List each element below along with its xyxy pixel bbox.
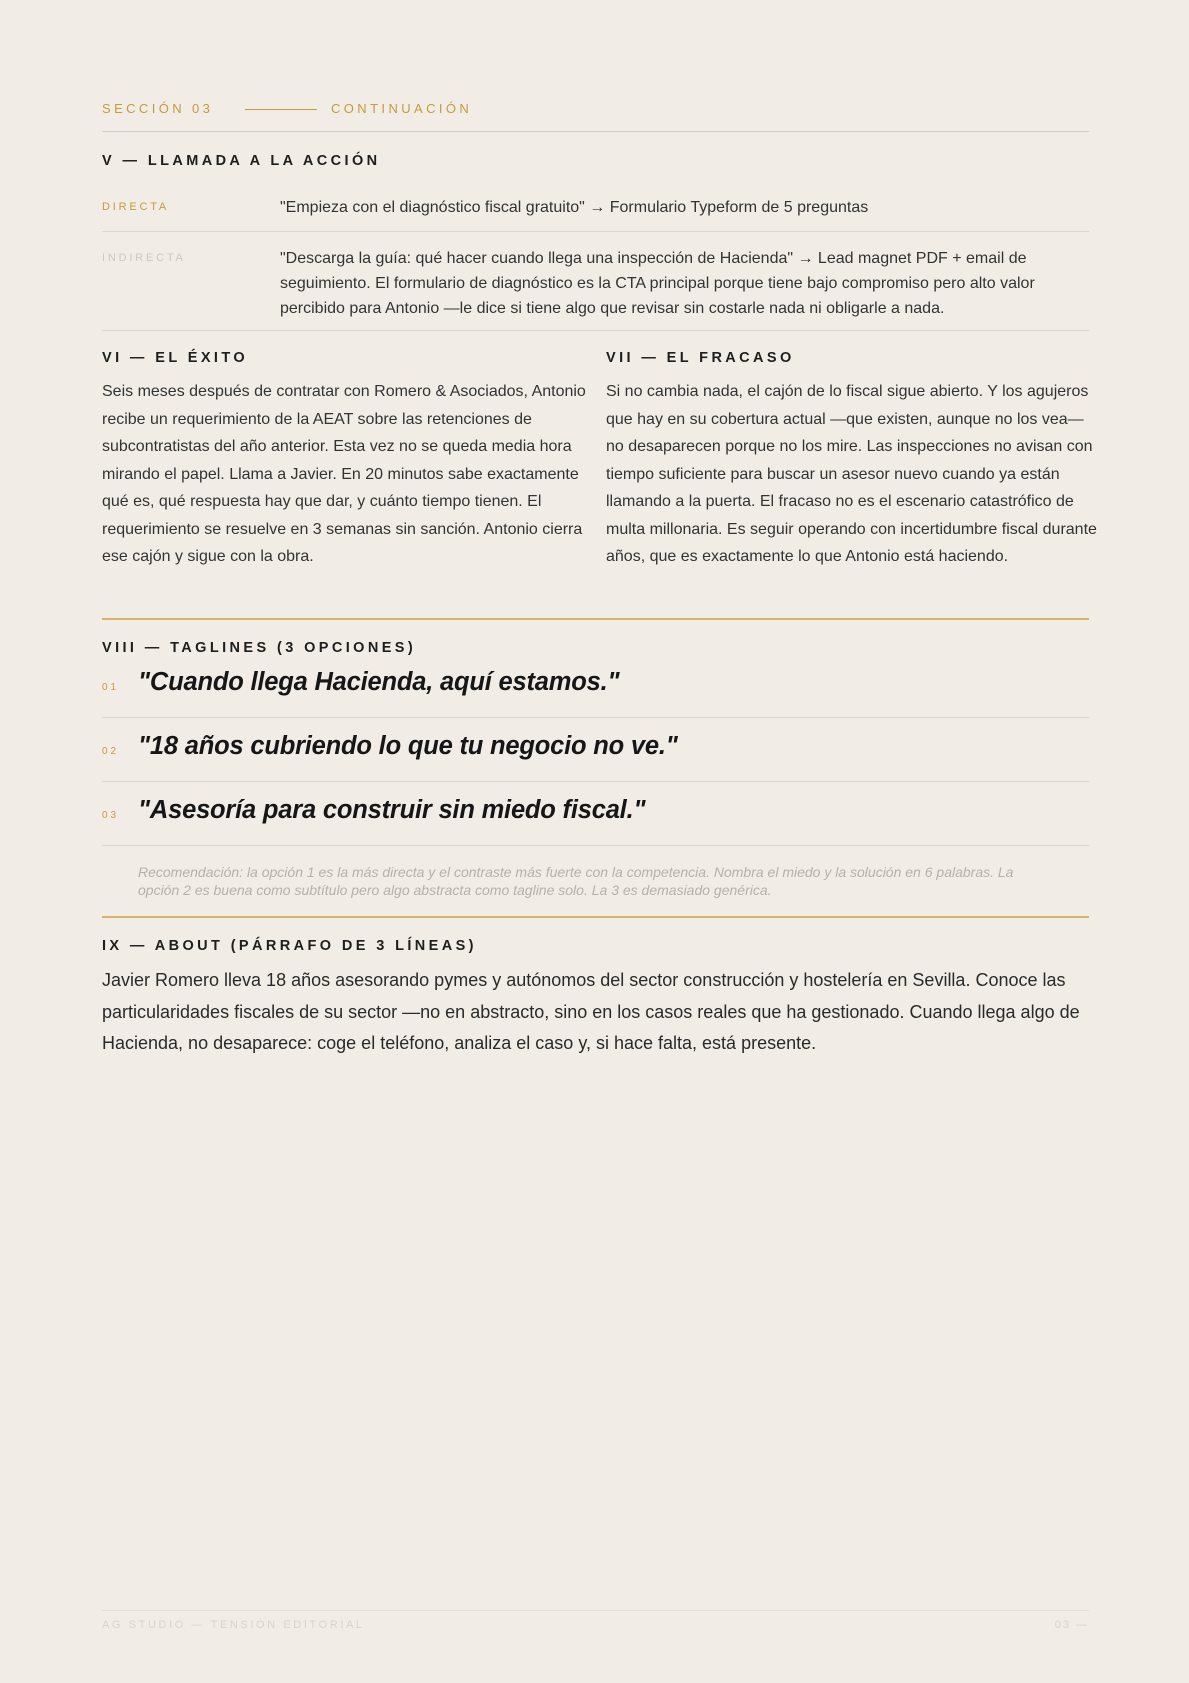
footer-brand: AG STUDIO — TENSIÓN EDITORIAL <box>102 1619 365 1631</box>
taglines-title: VIII — TAGLINES (3 OPCIONES) <box>102 640 417 656</box>
about-text: Javier Romero lleva 18 años asesorando pymes y autónomos del sector construcción y hostelería en Sevilla. Conoce las particularidades fiscales de su sector —no en abstracto, sino en los casos reales que ha gestionado. Cuando llega algo de Hacienda, no desaparece: coge el teléfono, analiza el caso y, si hace falta, está presente. <box>102 970 1080 1053</box>
tagline-number: 02 <box>102 746 120 757</box>
header-divider <box>245 109 317 110</box>
divider <box>102 781 1089 782</box>
cta-row-indirect <box>102 246 1089 331</box>
divider <box>102 845 1089 846</box>
tagline-number: 03 <box>102 810 120 821</box>
cta-indirect-label: INDIRECTA <box>102 252 186 264</box>
divider <box>102 916 1089 918</box>
tagline-item <box>102 796 1089 836</box>
success-title: VI — EL ÉXITO <box>102 350 248 366</box>
success-text: Seis meses después de contratar con Romero & Asociados, Antonio recibe un requerimiento de la AEAT sobre las retenciones de subcontratistas del año anterior. Esta vez no se queda media hora mirando el papel. Llama a Javier. En 20 minutos sabe exactamente qué es, qué respuesta hay que dar, y cuánto tiempo tienen. El requerimiento se resuelve en 3 semanas sin sanción. Antonio cierra ese cajón y sigue con la obra. <box>102 383 586 565</box>
tagline-text: "Asesoría para construir sin miedo fiscal." <box>138 796 646 824</box>
section-number: SECCIÓN 03 <box>102 101 214 116</box>
failure-text: Si no cambia nada, el cajón de lo fiscal sigue abierto. Y los agujeros que hay en su cobertura actual —que existen, aunque no los vea— no desaparecen porque no los mire. Las inspecciones no avisan con tiempo suficiente para buscar un asesor nuevo cuando ya están llamando a la puerta. El fracaso no es el escenario catastrófico de multa millonaria. Es seguir operando con incertidumbre fiscal durante años, que es exactamente lo que Antonio está haciendo. <box>606 383 1097 565</box>
tagline-number: 01 <box>102 682 120 693</box>
cta-title: V — LLAMADA A LA ACCIÓN <box>102 153 381 169</box>
section-continuation: CONTINUACIÓN <box>331 101 473 116</box>
cta-direct-text: "Empieza con el diagnóstico fiscal gratuito" → Formulario Typeform de 5 preguntas <box>280 199 869 216</box>
footer-divider <box>102 1610 1089 1611</box>
section-header <box>102 101 1089 132</box>
cta-direct-label: DIRECTA <box>102 201 170 213</box>
cta-indirect-text: "Descarga la guía: qué hacer cuando llega una inspección de Hacienda" → Lead magnet PDF + email de seguimiento. El formulario de diagnóstico es la CTA principal porque tiene bajo compromiso pero alto valor percibido para Antonio —le dice si tiene algo que revisar sin costarle nada ni obligarle a nada. <box>280 250 1035 317</box>
page-number: 03 — <box>1054 1619 1089 1631</box>
tagline-item <box>102 732 1089 772</box>
cta-row-direct <box>102 195 1089 232</box>
tagline-item <box>102 668 1089 708</box>
tagline-text: "Cuando llega Hacienda, aquí estamos." <box>138 668 620 696</box>
divider <box>102 717 1089 718</box>
divider <box>102 618 1089 620</box>
about-title: IX — ABOUT (PÁRRAFO DE 3 LÍNEAS) <box>102 938 477 954</box>
tagline-text: "18 años cubriendo lo que tu negocio no ve." <box>138 732 678 760</box>
failure-title: VII — EL FRACASO <box>606 350 795 366</box>
tagline-recommendation: Recomendación: la opción 1 es la más directa y el contraste más fuerte con la competencia. Nombra el miedo y la solución en 6 palabras. La opción 2 es buena como subtítulo pero algo abstracta como tagline solo. La 3 es demasiado genérica. <box>138 864 1014 898</box>
